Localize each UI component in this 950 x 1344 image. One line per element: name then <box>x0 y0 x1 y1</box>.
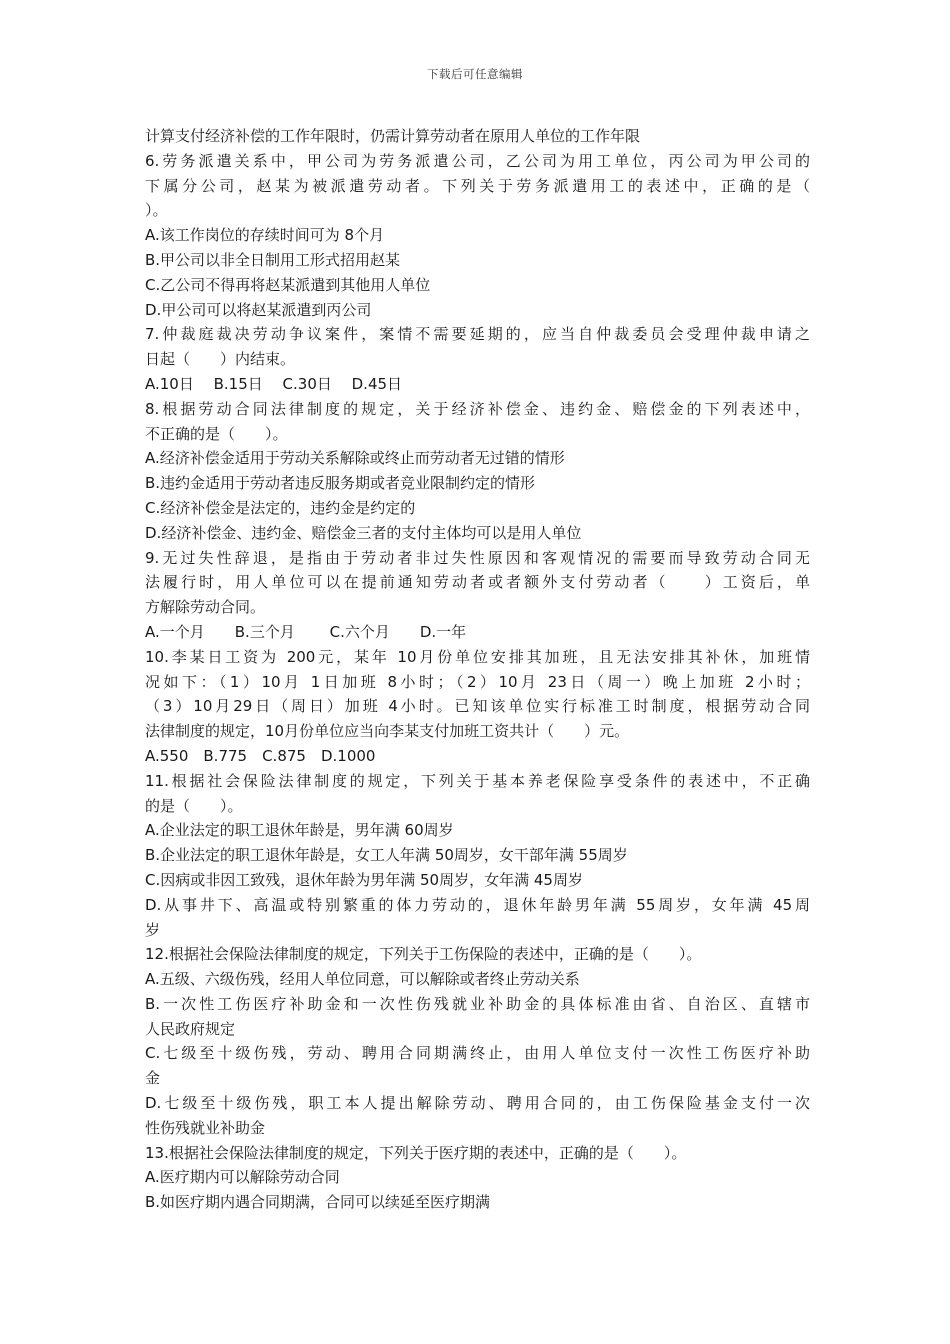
text-line: C.因病或非因工致残，退休年龄为男年满 50周岁，女年满 45周岁 <box>145 870 583 889</box>
text-line: 方解除劳动合同。 <box>145 598 266 617</box>
text-line: 11.根据社会保险法律制度的规定，下列关于基本养老保险享受条件的表述中，不正确 <box>145 771 810 790</box>
page-header: 下载后可任意编辑 <box>427 67 523 81</box>
text-line: D.甲公司可以将赵某派遣到丙公司 <box>145 300 372 319</box>
document-body <box>145 124 810 1215</box>
text-line: A.一个月 B.三个月 C.六个月 D.一年 <box>145 622 467 641</box>
text-line: A.五级、六级伤残，经用人单位同意，可以解除或者终止劳动关系 <box>145 970 580 989</box>
text-line: C.乙公司不得再将赵某派遣到其他用人单位 <box>145 275 431 294</box>
text-line: 的是（ ）。 <box>145 796 243 815</box>
text-line: 金 <box>145 1069 161 1088</box>
text-line: C.经济补偿金是法定的，违约金是约定的 <box>145 498 416 517</box>
text-line: 7.仲裁庭裁决劳动争议案件，案情不需要延期的，应当自仲裁委员会受理仲裁申请之 <box>145 325 810 344</box>
text-line: B.甲公司以非全日制用工形式招用赵某 <box>145 250 401 269</box>
text-line: 法律制度的规定，10月份单位应当向李某支付加班工资共计（ ）元。 <box>145 722 630 741</box>
text-line: 计算支付经济补偿的工作年限时，仍需计算劳动者在原用人单位的工作年限 <box>145 127 641 145</box>
text-line: A.企业法定的职工退休年龄是，男年满 60周岁 <box>145 821 454 840</box>
text-line: 12.根据社会保险法律制度的规定，下列关于工伤保险的表述中，正确的是（ ）。 <box>145 945 702 964</box>
text-line: 9.无过失性辞退，是指由于劳动者非过失性原因和客观情况的需要而导致劳动合同无 <box>145 548 810 567</box>
text-line: ）。 <box>145 201 168 220</box>
text-line: 性伤残就业补助金 <box>145 1118 266 1137</box>
text-line: 况如下：（1）10月 1日加班 8小时；（2）10月 23日（周一）晚上加班 2小时； <box>145 672 810 691</box>
text-line: B.一次性工伤医疗补助金和一次性伤残就业补助金的具体标准由省、自治区、直辖市 <box>145 994 810 1013</box>
text-line: 8.根据劳动合同法律制度的规定，关于经济补偿金、违约金、赔偿金的下列表述中， <box>145 399 810 418</box>
text-line: A.该工作岗位的存续时间可为 8个月 <box>145 226 385 245</box>
text-line: A.550 B.775 C.875 D.1000 <box>145 746 376 765</box>
text-line: D.从事井下、高温或特别繁重的体力劳动的，退休年龄男年满 55周岁，女年满 45周 <box>145 895 810 914</box>
text-line: A.10日 B.15日 C.30日 D.45日 <box>145 374 403 393</box>
text-line: B.如医疗期内遇合同期满，合同可以续延至医疗期满 <box>145 1193 491 1212</box>
text-line: （3）10月29日（周日）加班 4小时。已知该单位实行标准工时制度，根据劳动合同 <box>145 697 810 716</box>
text-line: A.经济补偿金适用于劳动关系解除或终止而劳动者无过错的情形 <box>145 449 565 468</box>
text-line: B.企业法定的职工退休年龄是，女工人年满 50周岁，女干部年满 55周岁 <box>145 846 628 865</box>
text-line: 13.根据社会保险法律制度的规定，下列关于医疗期的表述中，正确的是（ ）。 <box>145 1143 687 1162</box>
text-line: D.经济补偿金、违约金、赔偿金三者的支付主体均可以是用人单位 <box>145 523 582 542</box>
text-line: 法履行时，用人单位可以在提前通知劳动者或者额外支付劳动者（ ）工资后，单 <box>145 573 810 592</box>
text-line: 日起（ ）内结束。 <box>145 350 296 369</box>
text-line: 人民政府规定 <box>145 1019 236 1038</box>
text-line: B.违约金适用于劳动者违反服务期或者竞业限制约定的情形 <box>145 474 536 493</box>
text-line: D.七级至十级伤残，职工本人提出解除劳动、聘用合同的，由工伤保险基金支付一次 <box>145 1094 810 1113</box>
text-line: 10.李某日工资为 200元，某年 10月份单位安排其加班，且无法安排其补休，加班情 <box>145 647 810 666</box>
text-line: A.医疗期内可以解除劳动合同 <box>145 1168 340 1187</box>
text-line: 下属分公司，赵某为被派遣劳动者。下列关于劳务派遣用工的表述中，正确的是（ <box>145 176 810 195</box>
text-line: C.七级至十级伤残，劳动、聘用合同期满终止，由用人单位支付一次性工伤医疗补助 <box>145 1044 810 1063</box>
text-line: 岁 <box>145 920 161 939</box>
text-line: 6.劳务派遣关系中，甲公司为劳务派遣公司，乙公司为用工单位，丙公司为甲公司的 <box>145 151 810 170</box>
text-line: 不正确的是（ ）。 <box>145 424 288 443</box>
